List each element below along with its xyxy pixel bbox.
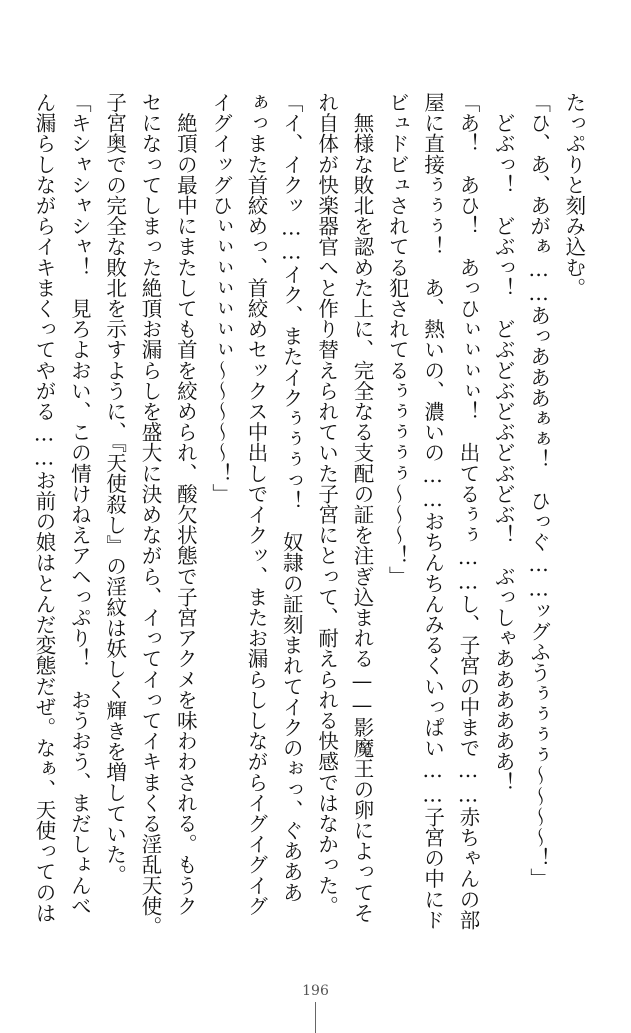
page-divider-line	[315, 1002, 316, 1033]
page-number: 196	[302, 983, 329, 999]
vertical-text-body	[31, 92, 587, 964]
text-line: 「イ、イクッ……イク、またイクぅぅぅっ！ 奴隷の証刻まれてイクのぉっ、ぐあああ	[279, 92, 304, 903]
text-line: ビュドビュされてる犯されてるぅぅぅぅぅ〜〜〜！」	[385, 92, 410, 587]
text-line: イグイッグひぃぃぃぃぃぃぃ〜〜〜〜〜！」	[208, 92, 233, 504]
text-line: セになってしまった絶頂お漏らしを盛大に決めながら、イってイってイキまくる淫乱天使。	[137, 92, 162, 937]
text-line: 屋に直接ぅぅぅ！ あ、熱いの、濃いの……おちんちんみるくいっぱい……子宮の中にド	[420, 92, 445, 930]
text-line: れ自体が快楽器官へと作り替えられていた子宮にとって、耐えられる快感ではなかった。	[314, 92, 339, 916]
text-line: ぁっまた首絞めっ、首絞めセックス中出しでイクッ、またお漏らししながらイグイグイグ	[243, 92, 268, 916]
text-line: 子宮奥での完全な敗北を示すように、『天使殺し』の淫紋は妖しく輝きを増していた。	[102, 92, 127, 886]
text-line: 「ひ、あ、あがぁ……あっあああぁぁ！ ひっぐ……ッグふうぅぅぅぅ〜〜〜〜！」	[526, 92, 551, 889]
text-line: 「キシャシャシャ！ 見ろよおい、この情けねえアヘっぷり！ おうおう、まだしょんべ	[67, 92, 92, 916]
text-line: たっぷりと刻み込む。	[561, 92, 586, 298]
text-line: 無様な敗北を認めた上に、完全なる支配の証を注ぎ込まれる——影魔王の卵によってそ	[349, 92, 374, 923]
text-line: 絶頂の最中にまたしても首を絞められ、酸欠状態で子宮アクメを味わわされる。もうク	[173, 92, 198, 916]
text-line: ん漏らしながらイキまくってやがる……お前の娘はとんだ変態だぜ。なぁ、天使ってのは	[32, 92, 56, 923]
text-line: どぶっ！ どぶっ！ どぶどぶどぶどぶどぶ！ ぶっしゃああああああ！	[491, 92, 516, 793]
text-line: 「あ！ あひ！ あっひぃぃぃぃ！ 出てるぅぅ……し、子宮の中まで……赤ちゃんの部	[455, 92, 480, 930]
